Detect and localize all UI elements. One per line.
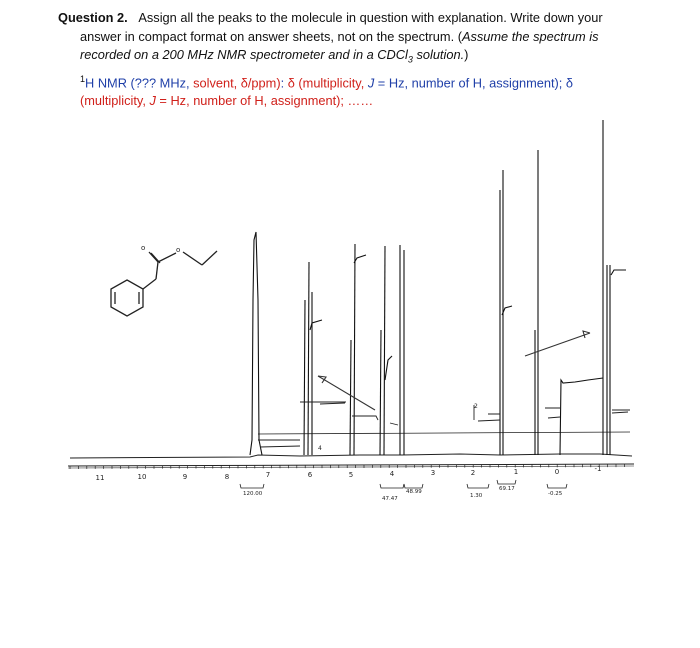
- molecule-structure: [111, 251, 217, 316]
- format-item2: (multiplicity,: [80, 93, 150, 109]
- axis-tick-label: 1: [513, 468, 519, 476]
- spectrum-baseline: [70, 432, 632, 458]
- format-item1-rest: = Hz, number of H, assignment); δ: [374, 75, 574, 91]
- axis-tick-label: 5: [348, 471, 354, 479]
- question-text-2: answer in compact format on answer sheets, not on the spectrum. (: [80, 28, 462, 44]
- question-italic-3-end: solution.: [412, 47, 465, 62]
- integration-lines: [258, 402, 630, 447]
- integral-curve: [354, 255, 366, 263]
- question-italic-2: Assume the spectrum is: [461, 28, 599, 44]
- axis-tick-label: 3: [430, 469, 436, 477]
- axis-tick-label: 6: [307, 471, 313, 479]
- peak-line: [384, 246, 385, 455]
- format-colon: :: [280, 75, 288, 91]
- format-nmr-label: H NMR (??? MHz,: [85, 75, 194, 91]
- hand-mark: 4: [318, 445, 322, 452]
- format-solvent: solvent, δ/ppm): [193, 75, 281, 91]
- axis-tick-label: 9: [182, 473, 188, 481]
- axis-tick-label: 7: [265, 471, 271, 479]
- peak-line: [380, 330, 381, 455]
- integral-curve: [385, 356, 392, 380]
- peak-line: [350, 340, 351, 455]
- axis-tick-label: 0: [554, 468, 560, 476]
- peak-line: [304, 300, 305, 455]
- cdcl3-subscript: 3: [407, 54, 413, 65]
- question-italic-3: recorded on a 200 MHz NMR spectrometer and in a CDCl: [80, 47, 408, 62]
- format-sup: 1: [80, 74, 86, 84]
- axis-tick-label: 8: [224, 473, 230, 481]
- oxygen-label-1: o: [141, 244, 146, 252]
- question-text-1: Assign all the peaks to the molecule in question with explanation. Write down your: [138, 10, 603, 25]
- axis-tick-label: 4: [389, 470, 395, 478]
- integral-value: 1.30: [470, 493, 483, 499]
- annotation-arrows: [318, 331, 590, 410]
- oxygen-label-2: o: [176, 246, 181, 254]
- format-j-1: J: [367, 75, 375, 91]
- spectrum-peaks: [250, 120, 626, 455]
- integral-value: -0.25: [548, 491, 563, 497]
- peak-line: [308, 262, 309, 455]
- question-close-paren: ): [464, 47, 469, 62]
- integral-value: 69.17: [499, 486, 515, 492]
- axis-tick-label: 11: [95, 474, 105, 482]
- question-label: Question 2.: [58, 10, 128, 25]
- tms-peak: [560, 378, 603, 455]
- aromatic-peak: [250, 232, 262, 455]
- integral-value: 47.47: [382, 496, 398, 502]
- integral-value: 48.99: [406, 489, 422, 495]
- hand-mark: 2: [474, 403, 478, 410]
- integral-brackets: [240, 480, 567, 488]
- axis-tick-label: 10: [137, 473, 147, 481]
- integral-curve: [611, 270, 626, 275]
- integral-value: 120.00: [243, 491, 263, 497]
- format-j-2: J: [149, 93, 156, 109]
- peak-line: [354, 244, 355, 455]
- format-item1: δ (multiplicity,: [287, 75, 368, 91]
- axis-tick-label: -1: [594, 465, 602, 473]
- format-item2-rest: = Hz, number of H, assignment); ……: [155, 93, 374, 109]
- axis-tick-label: 2: [470, 469, 476, 477]
